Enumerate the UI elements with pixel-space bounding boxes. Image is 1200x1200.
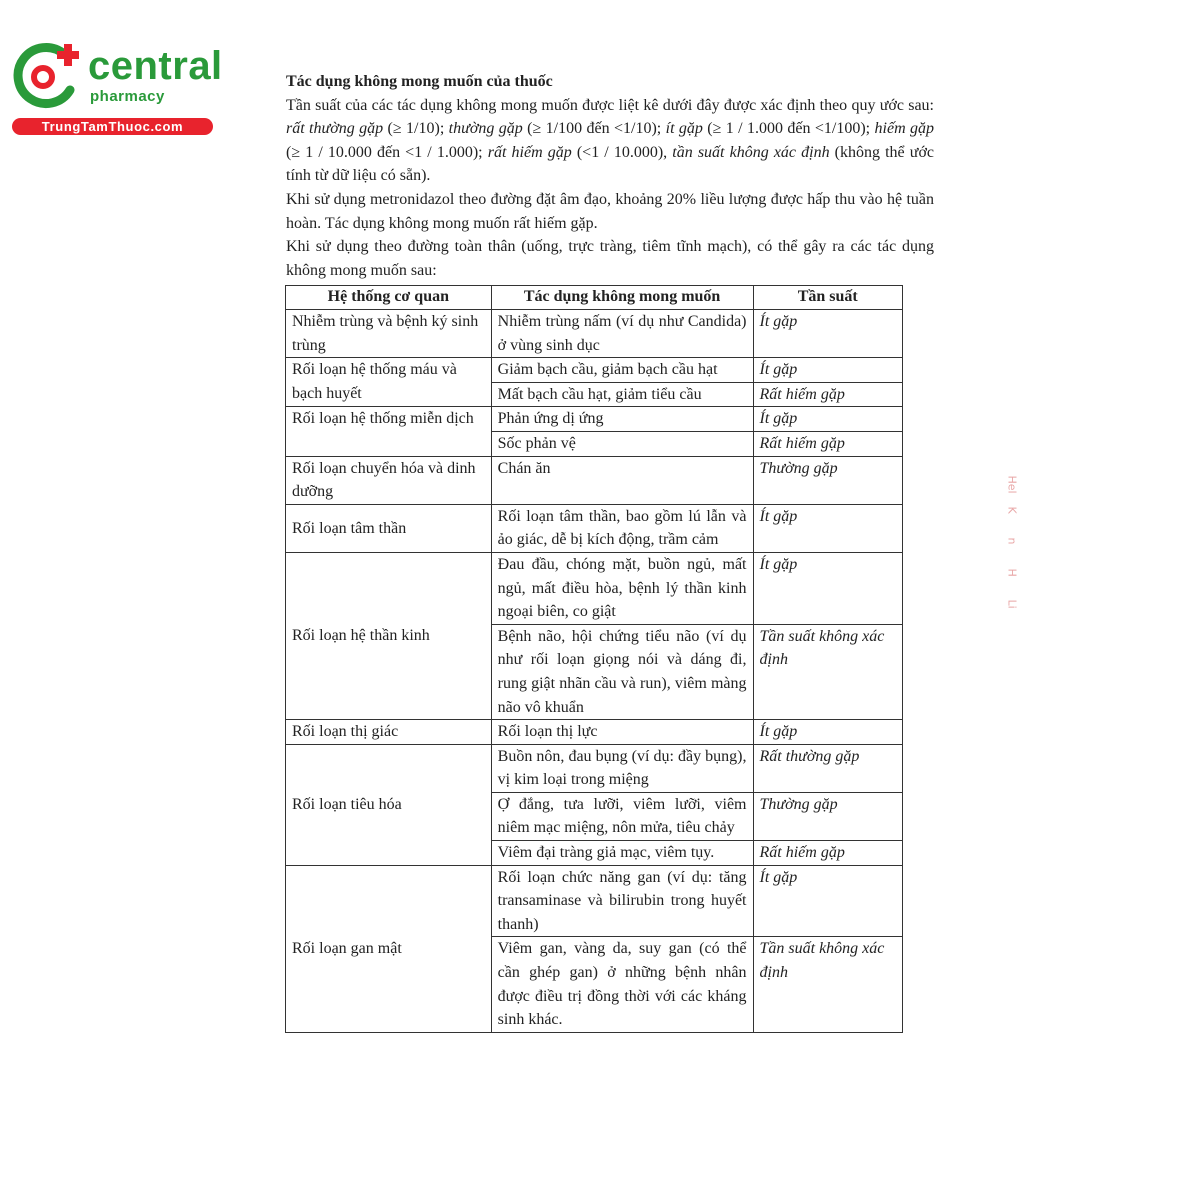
effect-cell: Rối loạn thị lực xyxy=(491,720,753,745)
frequency-convention-paragraph: Tần suất của các tác dụng không mong muốn được liệt kê dưới đây được xác định theo quy ước sau: rất thường gặp (≥ 1/10); thường gặp (≥ 1/100 đến <1/10); ít gặp (≥ 1 / 1.000 đến <1/100); hiếm gặp (≥ 1 / 10.000 đến <1 / 1.000); rất hiếm gặp (<1 / 10.000), tần suất không xác định (không thể ước tính từ dữ liệu có sẵn). xyxy=(286,96,935,185)
system-cell: Rối loạn tiêu hóa xyxy=(286,744,492,865)
header-effect: Tác dụng không mong muốn xyxy=(491,286,753,310)
effect-cell: Rối loạn chức năng gan (ví dụ: tăng transaminase và bilirubin trong huyết thanh) xyxy=(491,865,753,937)
table-row xyxy=(286,358,903,383)
stamp-mark: H xyxy=(1005,568,1019,577)
frequency-cell: Rất hiếm gặp xyxy=(753,841,903,866)
table-row xyxy=(286,407,903,432)
frequency-cell: Thường gặp xyxy=(753,792,903,840)
systemic-route-paragraph: Khi sử dụng theo đường toàn thân (uống, trực tràng, tiêm tĩnh mạch), có thể gây ra các tác dụng không mong muốn sau: xyxy=(286,238,934,279)
vaginal-route-paragraph: Khi sử dụng metronidazol theo đường đặt âm đạo, khoảng 20% liều lượng được hấp thu vào hệ tuần hoàn. Tác dụng không mong muốn rất hiếm gặp. xyxy=(286,190,934,232)
effect-cell: Giảm bạch cầu, giảm bạch cầu hạt xyxy=(491,358,753,383)
system-cell: Rối loạn hệ thống miễn dịch xyxy=(286,407,492,456)
effect-cell: Rối loạn tâm thần, bao gồm lú lẫn và ảo giác, dễ bị kích động, trầm cảm xyxy=(491,504,753,552)
effect-cell: Viêm gan, vàng da, suy gan (có thể cần ghép gan) ở những bệnh nhân được điều trị đồng thời với các kháng sinh khác. xyxy=(491,937,753,1032)
logo-brand-text: central xyxy=(88,44,223,88)
stamp-mark: K xyxy=(1005,506,1019,514)
effect-cell: Mất bạch cầu hạt, giảm tiểu cầu xyxy=(491,382,753,407)
table-header-row xyxy=(286,286,903,310)
logo-url-badge[interactable]: TrungTamThuoc.com xyxy=(12,118,213,135)
system-cell: Rối loạn hệ thần kinh xyxy=(286,552,492,719)
logo-sub-text: pharmacy xyxy=(90,88,165,105)
frequency-cell: Ít gặp xyxy=(753,407,903,432)
effect-cell: Viêm đại tràng giả mạc, viêm tụy. xyxy=(491,841,753,866)
effect-cell: Nhiễm trùng nấm (ví dụ như Candida) ở vùng sinh dục xyxy=(491,310,753,358)
effect-cell: Sốc phản vệ xyxy=(491,431,753,456)
stamp-marks xyxy=(1003,475,1021,638)
system-cell: Rối loạn chuyển hóa và dinh dưỡng xyxy=(286,456,492,504)
system-cell: Rối loạn thị giác xyxy=(286,720,492,745)
table-row xyxy=(286,720,903,745)
central-pharmacy-logo-icon xyxy=(12,40,86,114)
effect-cell: Chán ăn xyxy=(491,456,753,504)
table-row xyxy=(286,504,903,552)
effect-cell: Buồn nôn, đau bụng (ví dụ: đầy bụng), vị kim loại trong miệng xyxy=(491,744,753,792)
adverse-effects-table xyxy=(285,285,903,1033)
effect-cell: Ợ đắng, tưa lưỡi, viêm lưỡi, viêm niêm mạc miệng, nôn mửa, tiêu chảy xyxy=(491,792,753,840)
frequency-cell: Thường gặp xyxy=(753,456,903,504)
document-body xyxy=(286,70,934,282)
stamp-mark: n xyxy=(1005,537,1019,545)
system-cell: Nhiễm trùng và bệnh ký sinh trùng xyxy=(286,310,492,358)
frequency-cell: Rất hiếm gặp xyxy=(753,382,903,407)
frequency-cell: Tần suất không xác định xyxy=(753,624,903,719)
frequency-cell: Ít gặp xyxy=(753,552,903,624)
table-row xyxy=(286,310,903,358)
stamp-mark: Li xyxy=(1005,599,1019,609)
effect-cell: Phản ứng dị ứng xyxy=(491,407,753,432)
frequency-cell: Ít gặp xyxy=(753,358,903,383)
effect-cell: Bệnh não, hội chứng tiểu não (ví dụ như rối loạn giọng nói và dáng đi, rung giật nhãn cầu và run), viêm màng não vô khuẩn xyxy=(491,624,753,719)
frequency-cell: Ít gặp xyxy=(753,310,903,358)
table-row xyxy=(286,456,903,504)
header-frequency: Tần suất xyxy=(753,286,903,310)
table-row xyxy=(286,744,903,792)
table-row xyxy=(286,865,903,937)
header-system: Hệ thống cơ quan xyxy=(286,286,492,310)
system-cell: Rối loạn tâm thần xyxy=(286,504,492,552)
frequency-cell: Rất thường gặp xyxy=(753,744,903,792)
stamp-mark: Hel xyxy=(1005,475,1019,494)
effect-cell: Đau đầu, chóng mặt, buồn ngủ, mất ngủ, mất điều hòa, bệnh lý thần kinh ngoại biên, co giật xyxy=(491,552,753,624)
section-heading: Tác dụng không mong muốn của thuốc xyxy=(286,73,553,90)
frequency-cell: Ít gặp xyxy=(753,504,903,552)
table-row xyxy=(286,552,903,624)
system-cell: Rối loạn hệ thống máu và bạch huyết xyxy=(286,358,492,407)
frequency-cell: Tần suất không xác định xyxy=(753,937,903,1032)
frequency-cell: Rất hiếm gặp xyxy=(753,431,903,456)
brand-logo[interactable] xyxy=(8,38,223,138)
frequency-cell: Ít gặp xyxy=(753,720,903,745)
system-cell: Rối loạn gan mật xyxy=(286,865,492,1032)
frequency-cell: Ít gặp xyxy=(753,865,903,937)
